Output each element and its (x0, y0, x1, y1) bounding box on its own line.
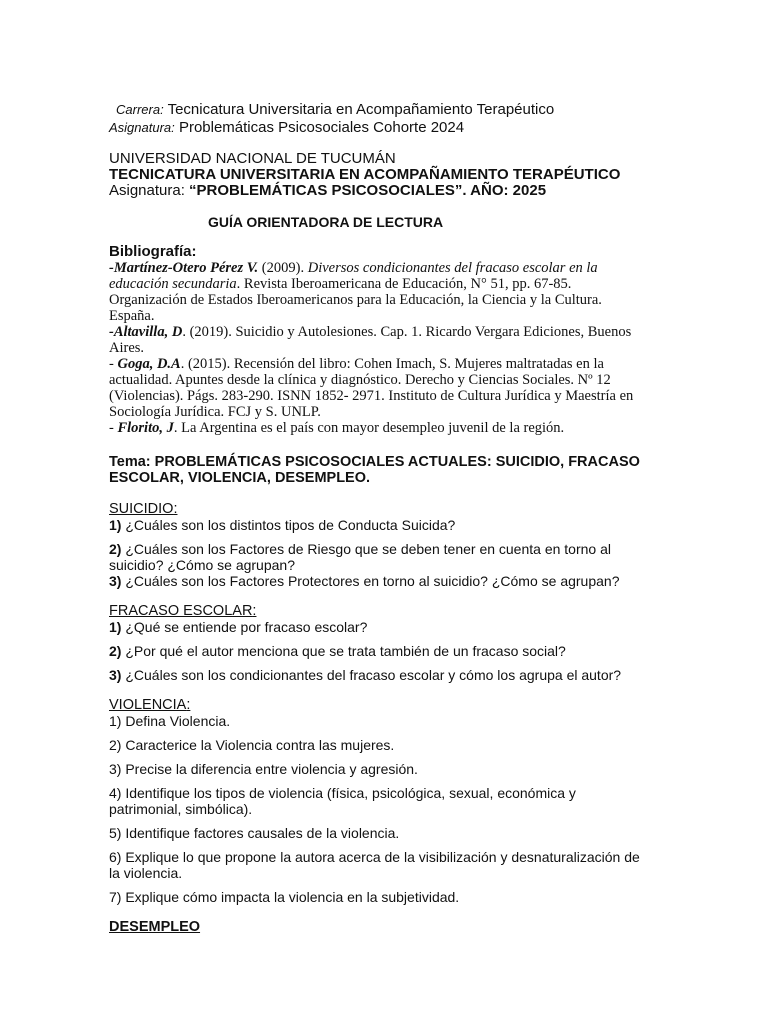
ref-2-line-1 (109, 324, 669, 340)
q-text-cont: patrimonial, simbólica). (109, 801, 253, 817)
ref-4-author: Florito, J (117, 420, 174, 436)
ref-3-prefix: - (109, 356, 118, 372)
ref-1-line-1 (109, 260, 669, 276)
ref-3-line-2: actualidad. Apuntes desde la clínica y diagnóstico. Derecho y Ciencias Sociales. Nº 12 (109, 372, 611, 388)
q-text: ¿Cuáles son los distintos tipos de Conducta Suicida? (121, 517, 456, 533)
career-value: Tecnicatura Universitaria en Acompañamiento Terapéutico (167, 101, 555, 118)
institution-block (109, 151, 669, 199)
q-num: 2) (109, 541, 122, 557)
ref-3-rest: . (2015). Recensión del libro: Cohen Imach, S. Mujeres maltratadas en la (180, 356, 604, 372)
ref-2-author: -Altavilla, D (109, 324, 183, 340)
ref-1-author: -Martínez-Otero Pérez V. (109, 260, 259, 276)
q-text: ¿Qué se entiende por fracaso escolar? (121, 619, 368, 635)
q-text-cont: suicidio? ¿Cómo se agrupan? (109, 557, 295, 573)
ref-1-line-3: Organización de Estados Iberoamericanos para la Educación, la Ciencia y la Cultura. (109, 292, 602, 308)
ref-1-title: Diversos condicionantes del fracaso escolar en la (307, 260, 598, 276)
q-num: 3) (109, 667, 122, 683)
university-name: UNIVERSIDAD NACIONAL DE TUCUMÁN (109, 150, 396, 167)
program-name: TECNICATURA UNIVERSITARIA EN ACOMPAÑAMIENTO TERAPÉUTICO (109, 166, 621, 183)
suicidio-heading (109, 501, 669, 517)
subject-line (109, 183, 669, 199)
ref-4-prefix: - (109, 420, 118, 436)
suicidio-heading-colon: : (173, 501, 178, 517)
suicidio-q2 (109, 541, 669, 573)
bibliography-section (109, 243, 669, 436)
q-text: ¿Cuáles son los condicionantes del fracaso escolar y cómo los agrupa el autor? (121, 667, 622, 683)
subject-value: Problemáticas Psicosociales Cohorte 2024 (178, 119, 465, 136)
violencia-q1: 1) Defina Violencia. (109, 713, 231, 729)
q-text: 6) Explique lo que propone la autora acerca de la visibilización y desnaturalización de (109, 849, 640, 865)
fracaso-heading-text: FRACASO ESCOLAR (109, 603, 253, 619)
guide-title: GUÍA ORIENTADORA DE LECTURA (208, 214, 444, 230)
q-text: 4) Identifique los tipos de violencia (física, psicológica, sexual, económica y (109, 785, 576, 801)
suicidio-q1 (109, 517, 669, 533)
section-violencia (109, 697, 669, 905)
bibliography-heading: Bibliografía: (109, 243, 197, 260)
violencia-heading (109, 697, 669, 713)
ref-1-title-cont: educación secundaria (109, 276, 237, 292)
section-fracaso-escolar (109, 603, 669, 683)
q-num: 2) (109, 643, 122, 659)
suicidio-heading-text: SUICIDIO (109, 501, 174, 517)
ref-3-line-1 (109, 356, 669, 372)
ref-3-line-4: Sociología Jurídica. FCJ y S. UNLP. (109, 404, 321, 420)
ref-3-author: Goga, D.A (117, 356, 181, 372)
subject-name: “PROBLEMÁTICAS PSICOSOCIALES”. AÑO: 2025 (189, 182, 547, 199)
violencia-heading-text: VIOLENCIA (109, 697, 187, 713)
q-num: 1) (109, 619, 122, 635)
q-num: 3) (109, 573, 122, 589)
ref-2-line-2: Aires. (109, 340, 145, 356)
ref-1-source: . Revista Iberoamericana de Educación, N° 51, pp. 67-85. (236, 276, 572, 292)
violencia-q5: 5) Identifique factores causales de la violencia. (109, 825, 400, 841)
header-career (116, 101, 768, 119)
fracaso-heading (109, 603, 669, 619)
desempleo-heading: DESEMPLEO (109, 919, 201, 935)
fracaso-q2 (109, 643, 669, 659)
fracaso-q1 (109, 619, 669, 635)
ref-3-line-3: (Violencias). Págs. 283-290. ISNN 1852- 2971. Instituto de Cultura Jurídica y Maestría en (109, 388, 634, 404)
ref-1-line-2 (109, 276, 669, 292)
header-subject (109, 119, 768, 137)
fracaso-heading-colon: : (252, 603, 257, 619)
violencia-heading-colon: : (186, 697, 191, 713)
q-text-cont: la violencia. (109, 865, 183, 881)
ref-1-line-4: España. (109, 308, 155, 324)
violencia-q2: 2) Caracterice la Violencia contra las mujeres. (109, 737, 395, 753)
theme-line-2: ESCOLAR, VIOLENCIA, DESEMPLEO. (109, 470, 371, 486)
fracaso-q3 (109, 667, 669, 683)
violencia-q4 (109, 785, 669, 817)
theme-block (109, 454, 669, 486)
violencia-q7: 7) Explique cómo impacta la violencia en la subjetividad. (109, 889, 460, 905)
section-suicidio (109, 501, 669, 589)
violencia-q3: 3) Precise la diferencia entre violencia y agresión. (109, 761, 418, 777)
q-text: ¿Por qué el autor menciona que se trata también de un fracaso social? (121, 643, 566, 659)
suicidio-q3 (109, 573, 669, 589)
ref-4-line-1 (109, 420, 669, 436)
violencia-q6 (109, 849, 669, 881)
q-num: 1) (109, 517, 122, 533)
q-text: ¿Cuáles son los Factores Protectores en torno al suicidio? ¿Cómo se agrupan? (121, 573, 620, 589)
subject-label: Asignatura: (109, 120, 175, 135)
career-label: Carrera: (116, 102, 164, 117)
theme-line-1: Tema: PROBLEMÁTICAS PSICOSOCIALES ACTUALES: SUICIDIO, FRACASO (109, 454, 640, 470)
ref-1-year: (2009). (258, 260, 308, 276)
bibliography-list (109, 260, 669, 436)
ref-4-rest: . La Argentina es el país con mayor desempleo juvenil de la región. (173, 420, 565, 436)
subject-prefix: Asignatura: (109, 182, 190, 199)
ref-2-rest: . (2019). Suicidio y Autolesiones. Cap. 1. Ricardo Vergara Ediciones, Buenos (182, 324, 632, 340)
q-text: ¿Cuáles son los Factores de Riesgo que se deben tener en cuenta en torno al (121, 541, 611, 557)
